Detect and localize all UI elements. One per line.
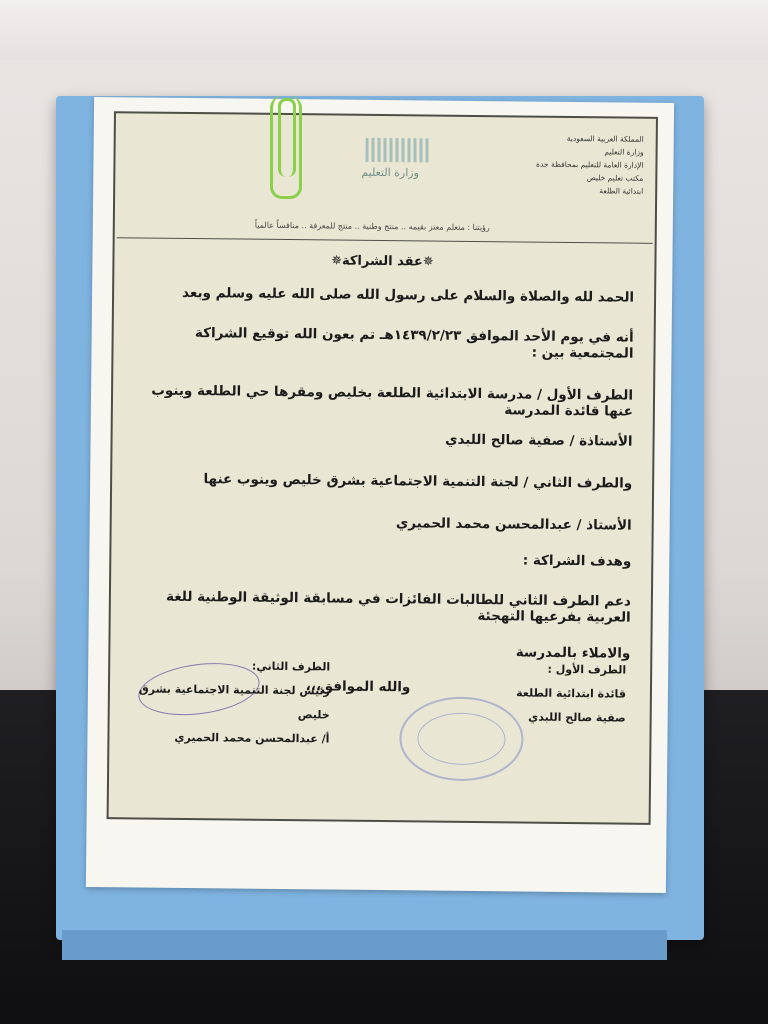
logo-text: وزارة التعليم — [361, 165, 420, 180]
contract-line: أنه في يوم الأحد الموافق ١٤٣٩/٢/٢٣هـ تم بعون الله توقيع الشراكة المجتمعية بين : — [194, 325, 634, 362]
first-party-label: الطرف الأول : — [547, 662, 627, 677]
org-line: مكتب تعليم خليص — [586, 173, 644, 183]
contract-line: الطرف الأول / مدرسة الابتدائية الطلعة بخليص ومقرها حي الطلعة وينوب عنها قائدة المدرسة — [151, 382, 634, 420]
org-line: المملكة العربية السعودية — [566, 133, 644, 144]
contract-body — [126, 251, 635, 697]
org-line: الإدارة العامة للتعليم بمحافظة جدة — [536, 159, 644, 170]
second-party-signature — [129, 653, 330, 751]
ministry-logo — [351, 134, 444, 195]
contract-line: وهدف الشراكة : — [522, 552, 632, 570]
contract-line: الأستاذة / صفية صالح اللبدي — [445, 431, 633, 450]
org-block — [536, 132, 644, 198]
paperclip-inner-icon — [278, 98, 296, 177]
first-party-role: قائدة ابتدائية الطلعة — [516, 686, 626, 701]
contract-frame — [107, 111, 658, 825]
contract-line: الأستاذ / عبدالمحسن محمد الحميري — [395, 515, 632, 534]
contract-line: دعم الطرف الثاني للطالبات الفائزات في مسابقة الوثيقة الوطنية للغة العربية بفرعيها التهجئة — [165, 588, 631, 626]
folder-edge — [62, 930, 667, 960]
letterhead — [115, 113, 656, 247]
contract-paper — [86, 97, 674, 893]
contract-title: ✵عقد الشراكة✵ — [331, 253, 434, 270]
logo-dots-icon — [365, 138, 429, 163]
contract-line: والله الموافق،،، — [305, 678, 411, 696]
contract-line: والطرف الثاني / لجنة التنمية الاجتماعية بشرق خليص وينوب عنها — [203, 471, 633, 492]
second-party-role: رئيس لجنة التنمية الاجتماعية بشرق خليص — [138, 682, 331, 722]
org-line: وزارة التعليم — [604, 147, 644, 157]
org-line: ابتدائية الطلعة — [599, 186, 644, 196]
header-divider — [117, 237, 653, 244]
second-party-label: الطرف الثاني: — [251, 659, 331, 674]
slogan: رؤيتنا : متعلم معتز بقيمه .. منتج وطنية .. منتج للمعرفة .. منافساً عالمياً — [254, 220, 490, 233]
contract-line: والاملاء بالمدرسة — [515, 644, 631, 662]
second-party-name: أ/ عبدالمحسن محمد الحميري — [174, 730, 330, 746]
contract-line: الحمد لله والصلاة والسلام على رسول الله صلى الله عليه وسلم وبعد — [182, 284, 635, 306]
first-party-name: صفية صالح اللبدي — [528, 710, 626, 725]
wall — [0, 0, 768, 60]
first-party-signature — [456, 657, 627, 731]
